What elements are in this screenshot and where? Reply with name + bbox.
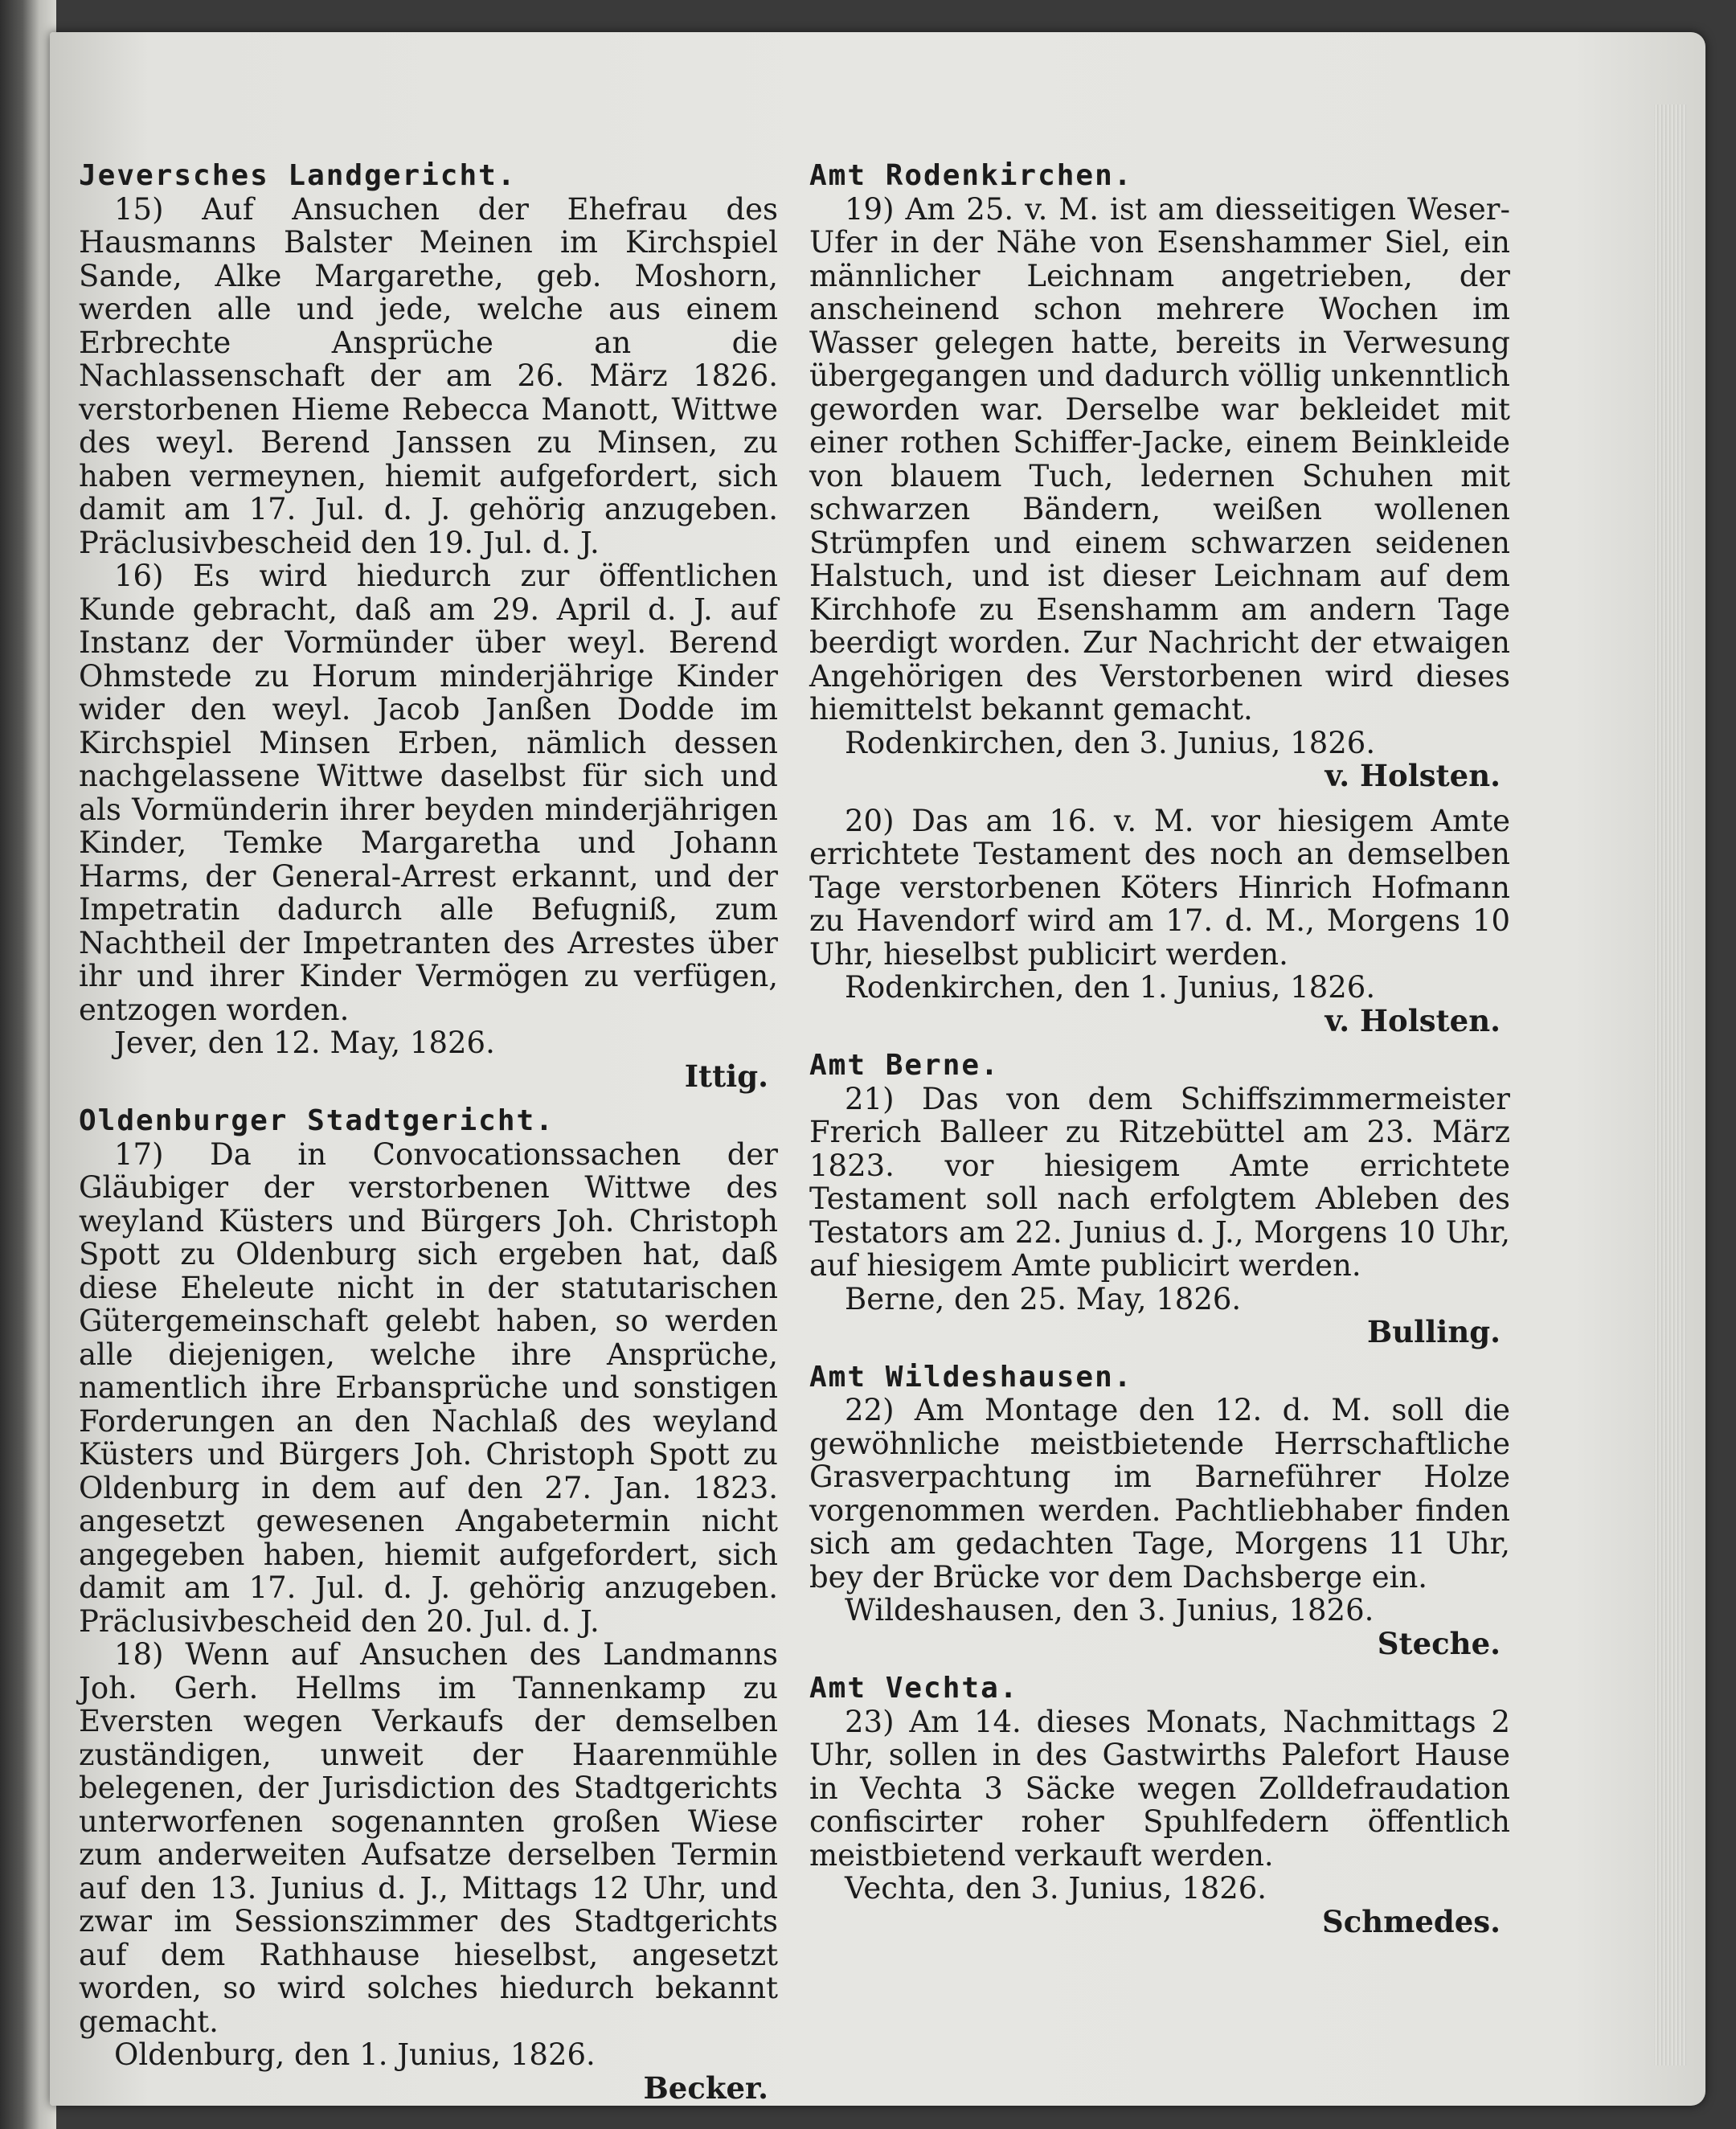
signature-ittig: Ittig. <box>684 1058 768 1094</box>
section-heading-rodenkirchen: Amt Rodenkirchen. <box>809 159 1133 192</box>
section-heading-wildeshausen: Amt Wildeshausen. <box>809 1360 1133 1394</box>
notice-23: 23) Am 14. dieses Monats, Nachmittags 2 Uhr, sollen in des Gastwirths Palefort Hause in Vechta 3 Säcke wegen Zolldefraudation confiscirter roher Spuhlfedern öffentlich meistbietend verkauft werden. <box>809 1704 1510 1873</box>
section-heading-berne: Amt Berne. <box>809 1049 1000 1082</box>
signature-holsten-1: v. Holsten. <box>1325 758 1501 793</box>
notice-21: 21) Das von dem Schiffszimmermeister Frerich Balleer zu Ritzebüttel am 23. März 1823. vor hiesigem Amte errichtete Testament soll nach erfolgtem Ableben des Testators am 22. Junius d. J., Morgens 10 Uhr, auf hiesigem Amte publicirt werden. <box>809 1081 1510 1283</box>
notice-16: 16) Es wird hiedurch zur öffentlichen Kunde gebracht, daß am 29. April d. J. auf Instanz der Vormünder über weyl. Berend Ohmstede zu Horum minderjährige Kinder wider den weyl. Jacob Janßen Dodde im Kirchspiel Minsen Erben, nämlich dessen nachgelassene Wittwe daselbst für sich und als Vormünderin ihrer beyden minderjährigen Kinder, Temke Margaretha und Johann Harms, der General-Arrest erkannt, und der Impetratin dadurch alle Befugniß, zum Nachtheil der Impetranten des Arrestes über ihr und ihrer Kinder Vermögen zu verfügen, entzogen worden. <box>79 559 778 1027</box>
page-stack-edge <box>1654 104 1686 2066</box>
dateline-jever: Jever, den 12. May, 1826. <box>114 1026 495 1060</box>
dateline-berne: Berne, den 25. May, 1826. <box>845 1281 1242 1316</box>
notice-19: 19) Am 25. v. M. ist am diesseitigen Weser-Ufer in der Nähe von Esenshammer Siel, ein männlicher Leichnam angetrieben, der anscheinend schon mehrere Wochen im Wasser gelegen hatte, bereits in Verwesung übergegangen und dadurch völlig unkenntlich geworden war. Derselbe war bekleidet mit einer rothen Schiffer-Jacke, einem Beinkleide von blauem Tuch, ledernen Schuhen mit schwarzen Bändern, weißen wollenen Strümpfen und einem schwarzen seidenen Halstuch, und ist dieser Leichnam auf dem Kirchhofe zu Esenshamm am andern Tage beerdigt worden. Zur Nachricht der etwaigen Angehörigen des Verstorbenen wird dieses hiemittelst bekannt gemacht. <box>809 191 1510 727</box>
section-heading-oldenburg: Oldenburger Stadtgericht. <box>79 1104 555 1137</box>
section-heading-jever: Jeversches Landgericht. <box>79 159 517 192</box>
notice-15: 15) Auf Ansuchen der Ehefrau des Hausmanns Balster Meinen im Kirchspiel Sande, Alke Margarethe, geb. Moshorn, werden alle und jede, welche aus einem Erbrechte Ansprüche an die Nachlassenschaft der am 26. März 1826. verstorbenen Hieme Rebecca Manott, Wittwe des weyl. Berend Janssen zu Minsen, zu haben vermeynen, hiemit aufgefordert, sich damit am 17. Jul. d. J. gehörig anzugeben. Präclusivbescheid den 19. Jul. d. J. <box>79 191 778 560</box>
dateline-rodenkirchen-1: Rodenkirchen, den 3. Junius, 1826. <box>845 725 1376 760</box>
signature-holsten-2: v. Holsten. <box>1325 1002 1501 1038</box>
notice-18: 18) Wenn auf Ansuchen des Landmanns Joh. Gerh. Hellms im Tannenkamp zu Eversten wegen Verkaufs der demselben zuständigen, unweit der Haarenmühle belegenen, der Jurisdiction des Stadtgerichts unterworfenen sogenannten großen Wiese zum anderweiten Aufsatze derselben Termin auf den 13. Junius d. J., Mittags 12 Uhr, und zwar im Sessionszimmer des Stadtgerichts auf dem Rathhause hieselbst, angesetzt worden, so wird solches hiedurch bekannt gemacht. <box>79 1637 778 2039</box>
signature-schmedes: Schmedes. <box>1322 1903 1501 1939</box>
left-column <box>79 159 778 2105</box>
section-heading-vechta: Amt Vechta. <box>809 1672 1019 1705</box>
signature-bulling: Bulling. <box>1367 1314 1501 1349</box>
signature-becker: Becker. <box>643 2070 768 2106</box>
notice-20: 20) Das am 16. v. M. vor hiesigem Amte errichtete Testament des noch an demselben Tage verstorbenen Köters Hinrich Hofmann zu Havendorf wird am 17. d. M., Morgens 10 Uhr, hieselbst publicirt werden. <box>809 803 1510 972</box>
signature-steche: Steche. <box>1377 1625 1501 1661</box>
dateline-rodenkirchen-2: Rodenkirchen, den 1. Junius, 1826. <box>845 970 1376 1005</box>
dateline-wildeshausen: Wildeshausen, den 3. Junius, 1826. <box>845 1593 1374 1627</box>
dateline-vechta: Vechta, den 3. Junius, 1826. <box>845 1871 1267 1906</box>
notice-22: 22) Am Montage den 12. d. M. soll die gewöhnliche meistbietende Herrschaftliche Grasverpachtung im Barneführer Holze vorgenommen werden. Pachtliebhaber finden sich am gedachten Tage, Morgens 11 Uhr, bey der Brücke vor dem Dachsberge ein. <box>809 1393 1510 1595</box>
right-column <box>809 159 1510 1939</box>
dateline-oldenburg: Oldenburg, den 1. Junius, 1826. <box>114 2037 596 2072</box>
notice-17: 17) Da in Convocationssachen der Gläubiger der verstorbenen Wittwe des weyland Küsters und Bürgers Joh. Christoph Spott zu Oldenburg sich ergeben hat, daß diese Eheleute nicht in der statutarischen Gütergemeinschaft gelebt haben, so werden alle diejenigen, welche ihre Ansprüche, namentlich ihre Erbansprüche und sonstigen Forderungen an den Nachlaß des weyland Küsters und Bürgers Joh. Christoph Spott zu Oldenburg in dem auf den 27. Jan. 1823. angesetzt gewesenen Angabetermin nicht angegeben haben, hiemit aufgefordert, sich damit am 17. Jul. d. J. gehörig anzugeben. Präclusivbescheid den 20. Jul. d. J. <box>79 1136 778 1639</box>
adjacent-page-edge <box>0 0 56 2129</box>
